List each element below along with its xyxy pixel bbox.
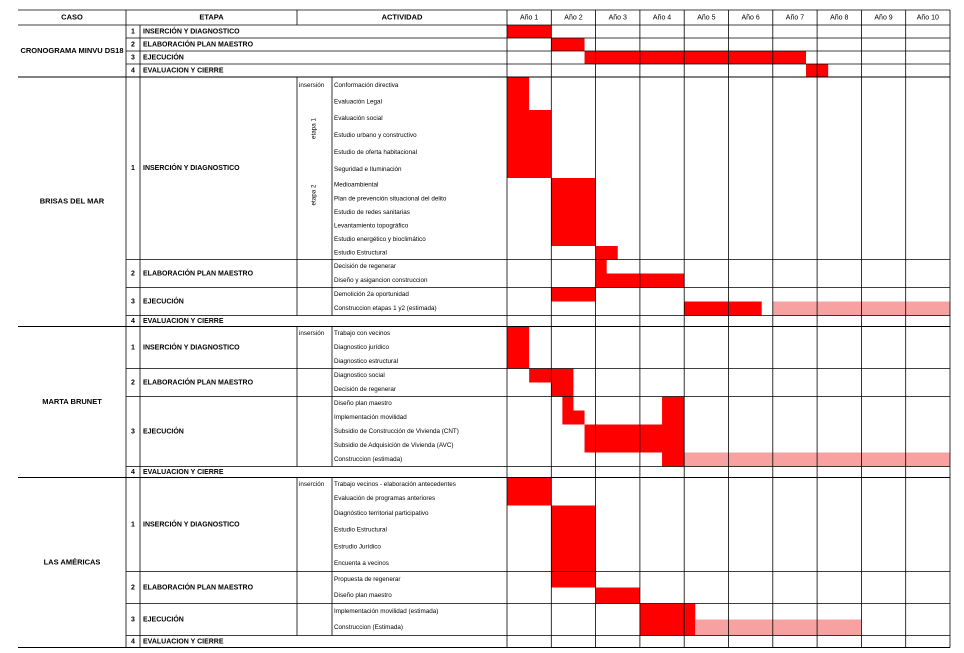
activity-label: Demolición 2a oportunidad bbox=[334, 291, 409, 299]
bar-c1-s2-r1-0 bbox=[684, 302, 762, 316]
stage-name: EVALUACION Y CIERRE bbox=[143, 638, 224, 646]
activity-label: Trabajo con vecinos bbox=[334, 330, 391, 338]
stage-number: 2 bbox=[131, 584, 135, 592]
bar-c1-s0-r6-0 bbox=[551, 178, 595, 192]
header-year-2: Año 2 bbox=[564, 14, 583, 22]
stage-name: ELABORACIÓN PLAN MAESTRO bbox=[143, 584, 254, 592]
stage-name: INSERCIÓN Y DIAGNOSTICO bbox=[143, 521, 240, 529]
stage-name: ELABORACIÓN PLAN MAESTRO bbox=[143, 379, 254, 387]
stage-number: 1 bbox=[131, 165, 135, 173]
stage-number: 3 bbox=[131, 54, 135, 62]
header-year-3: Año 3 bbox=[608, 14, 627, 22]
sub-stage-label: insersión bbox=[299, 330, 325, 338]
stage-name: ELABORACIÓN PLAN MAESTRO bbox=[143, 41, 254, 49]
bar-c2-s2-r2-0 bbox=[585, 425, 685, 439]
activity-label: Evaluación social bbox=[334, 115, 383, 123]
activity-label: Diseño plan maestro bbox=[334, 592, 392, 600]
case-name: CRONOGRAMA MINVU DS18 bbox=[20, 45, 124, 55]
stage-number: 3 bbox=[131, 616, 135, 624]
header-year-10: Año 10 bbox=[916, 14, 939, 22]
bar-c2-s2-r4-0 bbox=[662, 453, 684, 467]
bar-c1-s0-r5-0 bbox=[507, 161, 551, 178]
stage-number: 1 bbox=[131, 28, 135, 36]
stage-name: EJECUCIÓN bbox=[143, 298, 184, 306]
text-layer bbox=[20, 12, 939, 645]
bar-c2-s2-r1-1 bbox=[662, 411, 684, 425]
bar-c2-s2-r3-0 bbox=[585, 439, 685, 453]
bar-c2-s2-r0-1 bbox=[662, 397, 684, 411]
header-year-6: Año 6 bbox=[741, 14, 760, 22]
header-caso: CASO bbox=[61, 12, 83, 22]
case-name: MARTA BRUNET bbox=[42, 396, 102, 406]
bar-c1-s0-r9-0 bbox=[551, 219, 595, 233]
activity-label: Conformación directiva bbox=[334, 81, 399, 89]
bar-c2-s0-r1-0 bbox=[507, 341, 529, 355]
stage-number: 4 bbox=[131, 468, 135, 476]
header-actividad: ACTIVIDAD bbox=[381, 12, 423, 22]
bar-c2-s2-r1-0 bbox=[562, 411, 584, 425]
activity-label: Diagnostico estructural bbox=[334, 358, 399, 366]
activity-label: Estudio de redes sanitarias bbox=[334, 208, 410, 216]
activity-label: Estudio Estructural bbox=[334, 249, 387, 257]
bar-c3-s0-r4-0 bbox=[551, 539, 595, 556]
grid-layer bbox=[18, 10, 950, 648]
sub-stage-label: etapa 1 bbox=[310, 117, 318, 140]
stage-name: INSERCIÓN Y DIAGNOSTICO bbox=[143, 28, 240, 36]
stage-name: INSERCIÓN Y DIAGNOSTICO bbox=[143, 165, 240, 173]
activity-label: Diagnostico social bbox=[334, 372, 385, 380]
stage-name: EJECUCIÓN bbox=[143, 616, 184, 624]
bar-c2-s0-r2-0 bbox=[507, 355, 529, 369]
activity-label: Medioambiental bbox=[334, 181, 379, 189]
bar-c0-s1-r0-0 bbox=[551, 38, 584, 51]
bar-c1-s0-r4-0 bbox=[507, 144, 551, 161]
activity-label: Estudio Estructural bbox=[334, 526, 387, 534]
bar-c1-s0-r7-0 bbox=[551, 192, 595, 206]
sub-stage-label: inserción bbox=[299, 481, 325, 489]
bar-c3-s0-r5-0 bbox=[551, 556, 595, 572]
activity-label: Implementación movilidad (estimada) bbox=[334, 608, 439, 616]
stage-number: 2 bbox=[131, 270, 135, 278]
bar-c3-s2-r1-1 bbox=[695, 620, 861, 636]
activity-label: Plan de prevención situacional del delito bbox=[334, 195, 447, 203]
bar-c0-s0-r0-0 bbox=[507, 25, 551, 38]
activity-label: Estrudio Jurídico bbox=[334, 543, 381, 551]
activity-label: Estudio energético y bioclimático bbox=[334, 235, 426, 243]
bar-c1-s0-r2-0 bbox=[507, 110, 551, 127]
stage-number: 1 bbox=[131, 344, 135, 352]
header-year-4: Año 4 bbox=[652, 14, 672, 22]
bar-c3-s2-r0-0 bbox=[640, 604, 695, 620]
activity-label: Diagnostico jurídico bbox=[334, 344, 389, 352]
activity-label: Estudio de oferta habitacional bbox=[334, 149, 417, 157]
bar-c1-s0-r10-0 bbox=[551, 233, 595, 247]
activity-label: Levantamiento topográfico bbox=[334, 222, 409, 230]
activity-label: Encuenta a vecinos bbox=[334, 560, 389, 568]
activity-label: Subsidio de Construcción de Vivienda (CNT) bbox=[334, 428, 459, 436]
bar-c2-s2-r0-0 bbox=[562, 397, 573, 411]
activity-label: Evaluación Legal bbox=[334, 98, 382, 106]
case-name: LAS AMÉRICAS bbox=[43, 557, 101, 567]
activity-label: Construccion (estimada) bbox=[334, 456, 403, 464]
bar-c1-s0-r0-0 bbox=[507, 77, 529, 94]
stage-number: 3 bbox=[131, 428, 135, 436]
bar-c3-s0-r3-0 bbox=[551, 522, 595, 539]
activity-label: Construccion (Estimada) bbox=[334, 624, 403, 632]
header-year-1: Año 1 bbox=[520, 14, 539, 22]
bar-c3-s2-r1-0 bbox=[640, 620, 695, 636]
bar-c1-s2-r0-0 bbox=[551, 288, 595, 302]
stage-number: 4 bbox=[131, 67, 135, 75]
stage-number: 2 bbox=[131, 41, 135, 49]
case-name: BRISAS DEL MAR bbox=[39, 196, 105, 206]
bar-c2-s0-r0-0 bbox=[507, 327, 529, 341]
bar-c1-s0-r3-0 bbox=[507, 127, 551, 144]
stage-name: INSERCIÓN Y DIAGNOSTICO bbox=[143, 344, 240, 352]
stage-number: 2 bbox=[131, 379, 135, 387]
stage-name: EVALUACION Y CIERRE bbox=[143, 317, 224, 325]
activity-label: Estudio urbano y constructivo bbox=[334, 132, 417, 140]
stage-name: EVALUACION Y CIERRE bbox=[143, 67, 224, 75]
sub-stage-label: insersión bbox=[299, 81, 325, 89]
activity-label: Decisión de regenerar bbox=[334, 386, 396, 394]
stage-name: ELABORACIÓN PLAN MAESTRO bbox=[143, 270, 254, 278]
stage-number: 3 bbox=[131, 298, 135, 306]
activity-label: Decisión de regenerar bbox=[334, 263, 396, 271]
activity-label: Seguridad e Iluminación bbox=[334, 166, 402, 174]
activity-label: Diagnóstico territorial participativo bbox=[334, 510, 429, 518]
activity-label: Propuesta de regenerar bbox=[334, 576, 401, 584]
bar-c3-s1-r1-0 bbox=[596, 588, 640, 604]
header-etapa: ETAPA bbox=[199, 12, 224, 22]
bar-c1-s0-r11-0 bbox=[596, 246, 618, 260]
bar-c3-s0-r0-0 bbox=[507, 478, 551, 492]
bar-c3-s0-r1-0 bbox=[507, 492, 551, 506]
activity-label: Subsidio de Adquisición de Vivienda (AVC) bbox=[334, 442, 454, 450]
bar-c1-s0-r8-0 bbox=[551, 206, 595, 220]
header-year-5: Año 5 bbox=[697, 14, 716, 22]
activity-label: Construccion etapas 1 y2 (estimada) bbox=[334, 305, 437, 313]
sub-stage-label: etapa 2 bbox=[310, 184, 318, 206]
header-year-8: Año 8 bbox=[830, 14, 849, 22]
stage-name: EJECUCIÓN bbox=[143, 428, 184, 436]
bar-c1-s1-r0-0 bbox=[596, 260, 607, 274]
header-year-9: Año 9 bbox=[874, 14, 893, 22]
bar-c1-s0-r1-0 bbox=[507, 94, 529, 111]
stage-name: EVALUACION Y CIERRE bbox=[143, 468, 224, 476]
bar-c3-s1-r0-0 bbox=[551, 572, 595, 588]
stage-name: EJECUCIÓN bbox=[143, 54, 184, 62]
activity-label: Diseño y asigancion construccion bbox=[334, 277, 428, 285]
bar-c2-s1-r1-0 bbox=[551, 383, 573, 397]
activity-label: Implementación movilidad bbox=[334, 414, 407, 422]
stage-number: 4 bbox=[131, 317, 135, 325]
activity-label: Diseño plan maestro bbox=[334, 400, 392, 408]
activity-label: Evaluación de programas anteriores bbox=[334, 495, 436, 503]
header-year-7: Año 7 bbox=[785, 14, 805, 22]
stage-number: 1 bbox=[131, 521, 135, 529]
activity-label: Trabajo vecinos - elaboración antecedentes bbox=[334, 481, 456, 489]
bar-c3-s0-r2-0 bbox=[551, 506, 595, 522]
stage-number: 4 bbox=[131, 638, 135, 646]
